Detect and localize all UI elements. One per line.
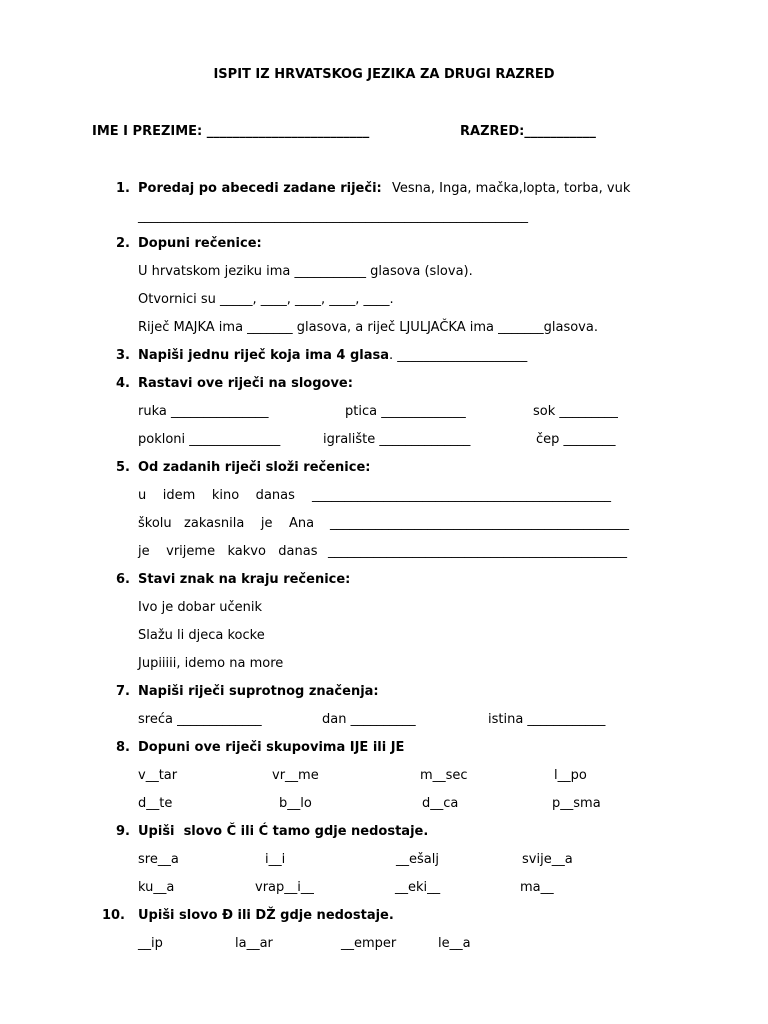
syllable-item: sok _________ <box>533 404 618 419</box>
fill-word: l__po <box>554 768 587 783</box>
fill-word: __ešalj <box>396 852 439 867</box>
question-3-number: 3. <box>116 348 130 363</box>
syllable-item: pokloni ______________ <box>138 432 281 447</box>
antonym-item: istina ____________ <box>488 712 606 727</box>
sentence-answer-line: ______________________________________________ <box>330 516 629 531</box>
question-3-prompt: Napiši jednu riječ koja ima 4 glasa <box>138 348 390 363</box>
question-1-number: 1. <box>116 181 130 196</box>
question-8-number: 8. <box>116 740 130 755</box>
fill-word: ku__a <box>138 880 175 895</box>
question-9-number: 9. <box>116 824 130 839</box>
punctuation-sentence: Slažu li djeca kocke <box>138 628 265 643</box>
syllable-item: ruka _______________ <box>138 404 269 419</box>
question-7-number: 7. <box>116 684 130 699</box>
question-2-prompt: Dopuni rečenice: <box>138 236 262 251</box>
question-3-answer-line: . ____________________ <box>389 348 528 363</box>
sentence-words: školu zakasnila je Ana <box>138 516 315 531</box>
question-9-prompt: Upiši slovo Č ili Ć tamo gdje nedostaje. <box>138 824 429 839</box>
sentence-words: u idem kino danas <box>138 488 295 503</box>
fill-word: __eki__ <box>395 880 441 895</box>
fill-word: m__sec <box>420 768 468 783</box>
question-10-prompt: Upiši slovo Đ ili DŽ gdje nedostaje. <box>138 908 394 923</box>
sentence-answer-line: ______________________________________________ <box>328 544 627 559</box>
question-7-prompt: Napiši riječi suprotnog značenja: <box>138 684 379 699</box>
fill-word: p__sma <box>552 796 601 811</box>
name-field-label: IME I PREZIME: _________________________ <box>92 124 370 139</box>
syllable-item: igralište ______________ <box>323 432 471 447</box>
question-5-number: 5. <box>116 460 130 475</box>
punctuation-sentence: Ivo je dobar učenik <box>138 600 263 615</box>
question-5-prompt: Od zadanih riječi složi rečenice: <box>138 460 371 475</box>
question-2-number: 2. <box>116 236 130 251</box>
question-1-prompt: Poredaj po abecedi zadane riječi: <box>138 181 382 196</box>
question-4-number: 4. <box>116 376 130 391</box>
fill-word: vrap__i__ <box>255 880 314 895</box>
antonym-item: dan __________ <box>322 712 416 727</box>
class-field-label: RAZRED:___________ <box>460 124 596 139</box>
syllable-item: ptica _____________ <box>345 404 466 419</box>
syllable-item: čep ________ <box>536 432 616 447</box>
question-10-number: 10. <box>101 908 125 923</box>
page-title: ISPIT IZ HRVATSKOG JEZIKA ZA DRUGI RAZRED <box>213 67 555 82</box>
question-1-answer-line: ____________________________________________________________ <box>138 209 528 224</box>
question-2-line: Otvornici su _____, ____, ____, ____, ____. <box>138 292 394 307</box>
fill-word: le__a <box>438 936 471 951</box>
fill-word: b__lo <box>279 796 312 811</box>
fill-word: svije__a <box>522 852 573 867</box>
fill-word: ma__ <box>520 880 554 895</box>
fill-word: vr__me <box>272 768 319 783</box>
fill-word: la__ar <box>235 936 273 951</box>
question-2-line: Riječ MAJKA ima _______ glasova, a riječ LJULJAČKA ima _______glasova. <box>138 320 598 335</box>
fill-word: d__ca <box>422 796 459 811</box>
fill-word: i__i <box>265 852 286 867</box>
question-6-number: 6. <box>116 572 130 587</box>
question-8-prompt: Dopuni ove riječi skupovima IJE ili JE <box>138 740 405 755</box>
fill-word: __emper <box>341 936 397 951</box>
fill-word: d__te <box>138 796 173 811</box>
sentence-answer-line: ______________________________________________ <box>312 488 611 503</box>
question-6-prompt: Stavi znak na kraju rečenice: <box>138 572 351 587</box>
fill-word: v__tar <box>138 768 178 783</box>
fill-word: sre__a <box>138 852 179 867</box>
fill-word: __ip <box>138 936 163 951</box>
sentence-words: je vrijeme kakvo danas <box>138 544 318 559</box>
question-4-prompt: Rastavi ove riječi na slogove: <box>138 376 353 391</box>
punctuation-sentence: Jupiiiii, idemo na more <box>138 656 284 671</box>
question-3-text <box>138 348 527 364</box>
question-1-words: Vesna, Inga, mačka,lopta, torba, vuk <box>392 181 631 196</box>
antonym-item: sreća _____________ <box>138 712 262 727</box>
question-2-line: U hrvatskom jeziku ima ___________ glasova (slova). <box>138 264 473 279</box>
